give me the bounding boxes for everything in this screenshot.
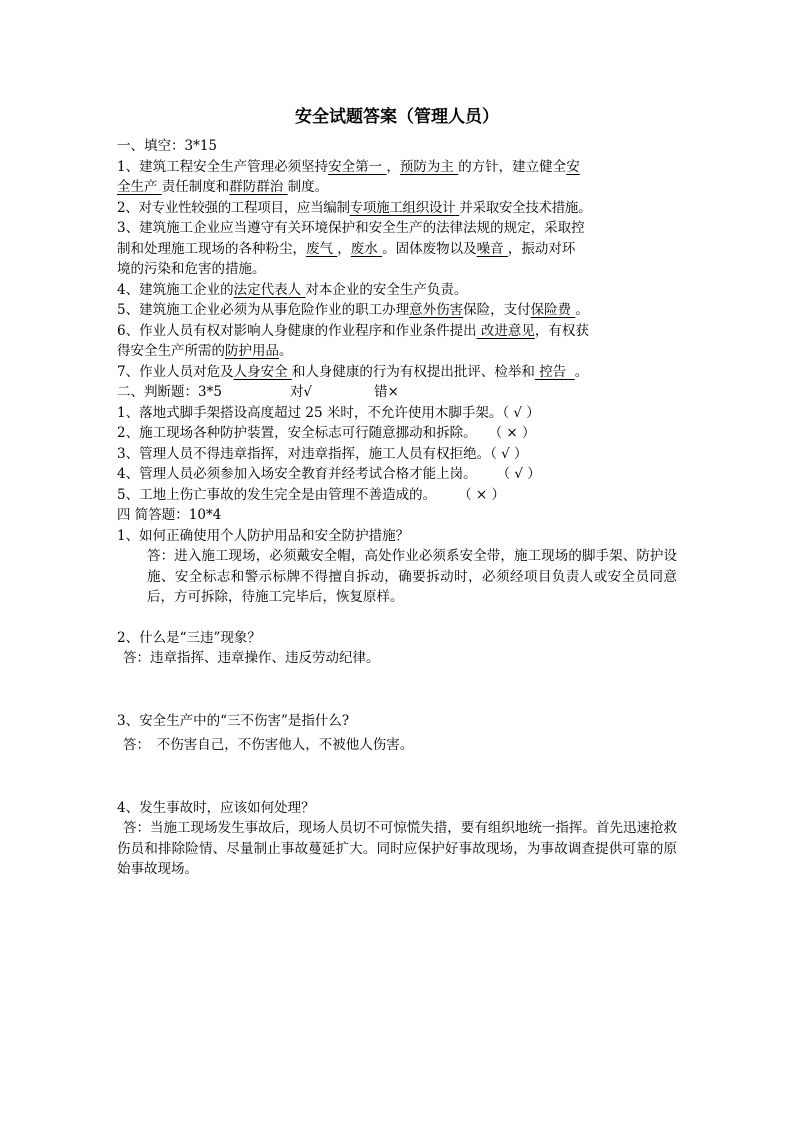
short-a4: 答：当施工现场发生事故后，现场人员切不可惊慌失措，要有组织地统一指挥。首先迅速抢救伤员和排除险情、尽量制止事故蔓延扩大。同时应保护好事故现场，为事故调查提供可靠的原始事故现场。: [117, 820, 677, 877]
fill-q1-text-a: 1、建筑工程安全生产管理必须坚持: [117, 158, 329, 175]
fill-q1-answer-1: 安全第一: [328, 158, 383, 175]
judge-answer: （ × ）: [458, 486, 505, 503]
fill-q2-answer-1: 专项施工组织设计: [349, 199, 456, 216]
fill-q3-answer-2: 废水: [350, 240, 378, 257]
fill-q6-line2: [117, 341, 677, 362]
fill-heading: 一、填空：3*15: [117, 138, 218, 154]
fill-q6-text-e: 。: [279, 343, 293, 359]
short-a1: 答：进入施工现场，必须戴安全帽，高处作业必须系安全带，施工现场的脚手架、防护设施、安全标志和警示标牌不得擅自拆动，确要拆动时，必须经项目负责人或安全员同意后，方可拆除，待施工完毕后，恢复原样。: [147, 548, 677, 605]
short-q3: 3、安全生产中的“三不伤害”是指什么?: [117, 712, 350, 729]
fill-q7-answer-1: 人身安全: [233, 363, 288, 380]
fill-q6-text-c: ，有权获: [534, 322, 589, 339]
fill-q3-line3: 境的污染和危害的措施。: [117, 261, 266, 277]
fill-q4-answer-1: 法定代表人: [233, 281, 302, 298]
fill-q1-answer-3a: 安: [566, 158, 580, 175]
document-page: [117, 104, 677, 880]
fill-q7-text-d: 。: [574, 363, 589, 380]
judge-right-legend: 对√: [289, 384, 313, 400]
short-q2: 2、什么是“三违”现象？: [117, 629, 261, 646]
judge-item-3: [117, 444, 677, 465]
fill-q3-answer-3: 噪音: [476, 240, 504, 257]
fill-q7-answer-2: 控告: [539, 363, 567, 380]
fill-q5-answer-2: 保险费: [530, 302, 572, 318]
fill-q2-text-c: 并采取安全技术措施。: [459, 199, 592, 216]
fill-q6-answer-2: 防护用品: [225, 343, 279, 359]
short-q1: 1、如何正确使用个人防护用品和安全防护措施？: [117, 527, 410, 544]
fill-q3-line1: 3、建筑施工企业应当遵守有关环境保护和安全生产的法律法规的规定，采取控: [117, 220, 585, 236]
fill-q6-text-a: 6、作业人员有权对影响人身健康的作业程序和作业条件提出: [117, 322, 477, 339]
judge-question: 5、工地上伤亡事故的发生完全是由管理不善造成的。: [117, 486, 437, 503]
judge-wrong-legend: 错×: [374, 384, 399, 400]
judge-item-5: [117, 485, 677, 506]
fill-q2-text-a: 2、对专业性较强的工程项目，应当编制: [117, 199, 350, 216]
judge-item-2: [117, 423, 677, 444]
fill-q1-answer-2: 预防为主: [399, 158, 454, 175]
fill-q1-line1: [117, 157, 677, 178]
fill-q3-text-a: 制和处理施工现场的各种粉尘，: [117, 240, 306, 257]
judge-answer: （ × ）: [488, 425, 536, 441]
fill-q5-answer-1: 意外伤害: [409, 302, 464, 318]
fill-q3-text-d: ，振动对环: [507, 240, 576, 257]
fill-q2: [117, 198, 677, 219]
fill-q1-text-e: 责任制度和: [161, 179, 230, 195]
fill-q1-answer-4: 群防群治: [229, 179, 284, 195]
document-title: 安全试题答案（管理人员）: [295, 107, 499, 127]
fill-q5-text-d: 。: [575, 302, 589, 318]
fill-q5: [117, 300, 677, 321]
fill-q1-line2: [117, 177, 677, 198]
fill-q1-answer-3b: 全生产: [117, 179, 158, 195]
fill-q7: [117, 362, 677, 383]
short-heading: 四 简答题：10*4: [117, 507, 222, 523]
judge-answer: （ √ ）: [490, 445, 528, 462]
fill-q5-text-c: 保险，支付: [463, 302, 531, 318]
fill-q1-text-f: 制度。: [287, 179, 329, 195]
judge-question: 4、管理人员必须参加入场安全教育并经考试合格才能上岗。: [117, 466, 477, 482]
short-a3: 答： 不伤害自己，不伤害他人，不被他人伤害。: [123, 737, 414, 753]
fill-q6-answer-1: 改进意见: [480, 322, 535, 339]
fill-q3-text-c: 。固体废物以及: [382, 240, 477, 257]
judge-answer: （ √ ）: [496, 466, 541, 482]
judge-question: 3、管理人员不得违章指挥，对违章指挥，施工人员有权拒绝。: [117, 445, 491, 462]
fill-q6-line1: [117, 321, 677, 342]
fill-q3-line2: [117, 239, 677, 260]
judge-question: 1、落地式脚手架搭设高度超过 25 米时，不允许使用木脚手架。: [117, 404, 503, 421]
fill-q4-text-c: 对本企业的安全生产负责。: [305, 281, 468, 298]
fill-q3-text-b: ，: [337, 240, 351, 257]
fill-q4: [117, 280, 677, 301]
judge-heading-line: [117, 382, 677, 403]
fill-q1-text-c: ，: [386, 158, 400, 175]
fill-q7-text-c: 和人身健康的行为有权提出批评、检举和: [291, 363, 535, 380]
judge-item-1: [117, 403, 677, 424]
fill-q1-text-d: 的方针，建立健全: [458, 158, 567, 175]
judge-answer: （ √ ）: [502, 404, 540, 421]
fill-q6-text-d: 得安全生产所需的: [117, 343, 225, 359]
fill-q4-text-a: 4、建筑施工企业的: [117, 281, 234, 298]
short-q4: 4、发生事故时，应该如何处理？: [117, 799, 315, 816]
fill-q7-text-a: 7、作业人员对危及: [117, 363, 234, 380]
judge-heading: 二、判断题：3*5: [117, 384, 222, 400]
fill-q3-answer-1: 废气: [306, 240, 333, 257]
judge-question: 2、施工现场各种防护装置，安全标志可行随意挪动和拆除。: [117, 425, 477, 441]
judge-item-4: [117, 464, 677, 485]
short-a2: 答：违章指挥、违章操作、违反劳动纪律。: [123, 650, 380, 666]
fill-q5-text-a: 5、建筑施工企业必须为从事危险作业的职工办理: [117, 302, 410, 318]
